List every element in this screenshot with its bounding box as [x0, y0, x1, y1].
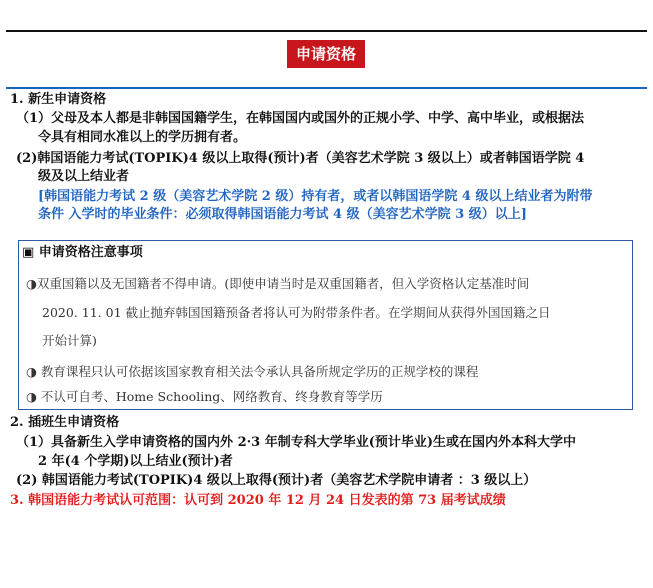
section1-item1-line1: （1）父母及本人都是非韩国国籍学生，在韩国国内或国外的正规小学、中学、高中毕业，或根据法	[16, 111, 585, 126]
section1-item2-line2: 级及以上结业者	[38, 169, 130, 184]
notice-point1-line1: ◑双重国籍以及无国籍者不得申请。(即使申请当时是双重国籍者，但入学资格认定基准时间	[26, 276, 530, 291]
section2-item1-line2: 2 年(4 个学期)以上结业(预计)者	[38, 454, 233, 469]
section2-item2: (2) 韩国语能力考试(TOPIK)4 级以上取得(预计)者（美容艺术学院申请者 ：3 级以上）	[16, 473, 537, 488]
section2-heading: 2. 插班生申请资格	[10, 415, 120, 430]
notice-point2: ◑ 教育课程只认可依据该国家教育相关法令承认具备所规定学历的正规学校的课程	[26, 364, 479, 379]
top-rule	[6, 30, 647, 32]
section3-note: 3. 韩国语能力考试认可范围：认可到 2020 年 12 月 24 日发表的第 73 届考试成绩	[10, 493, 506, 508]
notice-heading: ▣ 申请资格注意事项	[22, 245, 143, 260]
section1-note-line1: [韩国语能力考试 2 级（美容艺术学院 2 级）持有者，或者以韩国语学院 4 级以上结业者为附带	[38, 189, 593, 204]
notice-point3: ◑ 不认可自考、Home Schooling、网络教育、终身教育等学历	[26, 389, 383, 404]
section1-item1-line2: 令具有相同水准以上的学历拥有者。	[38, 130, 247, 145]
page-title: 申请资格	[287, 40, 365, 68]
section1-note-line2: 条件 入学时的毕业条件：必须取得韩国语能力考试 4 级（美容艺术学院 3 级）以上]	[38, 207, 527, 222]
notice-point1-line2: 2020. 11. 01 截止抛弃韩国国籍预备者将认可为附带条件者。在学期间从获得外国国籍之日	[42, 305, 551, 320]
notice-point1-line3: 开始计算)	[42, 333, 97, 348]
notice-box	[18, 240, 633, 410]
section2-item1-line1: （1）具备新生入学申请资格的国内外 2·3 年制专科大学毕业(预计毕业)生或在国内外本科大学中	[16, 435, 577, 450]
section1-item2-line1: (2)韩国语能力考试(TOPIK)4 级以上取得(预计)者（美容艺术学院 3 级以上）或者韩国语学院 4	[16, 151, 585, 166]
section1-heading: 1. 新生申请资格	[10, 92, 107, 107]
title-underline	[6, 87, 647, 89]
